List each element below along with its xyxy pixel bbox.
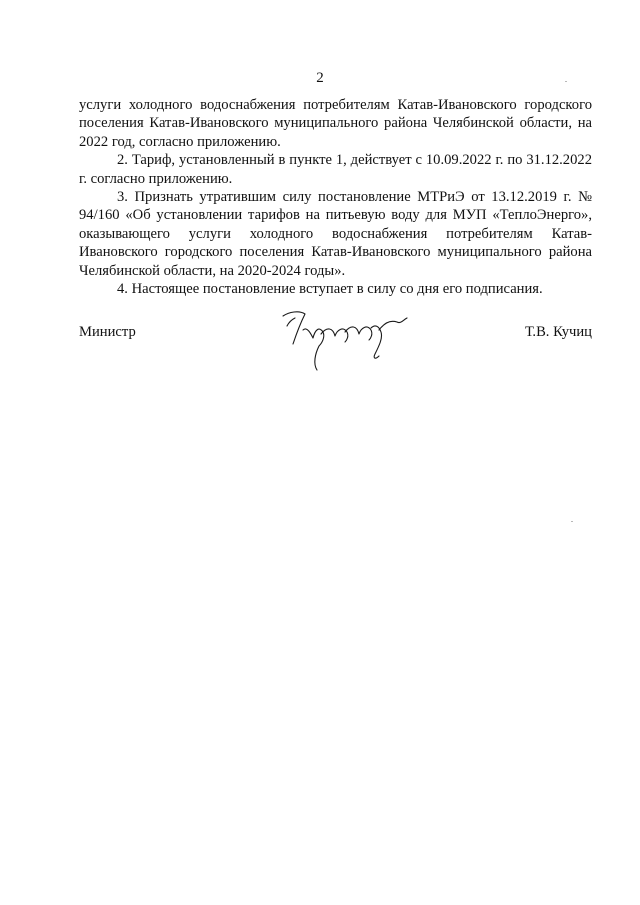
document-body (79, 96, 592, 298)
paragraph-2: 2. Тариф, установленный в пункте 1, действует с 10.09.2022 г. по 31.12.2022 г. согласно приложению. (79, 152, 592, 187)
page-number: 2 (316, 70, 324, 86)
signatory-title: Министр (79, 324, 136, 340)
signatory-name: Т.В. Кучиц (524, 324, 592, 340)
scan-artifact (571, 521, 573, 522)
signature-block (79, 322, 592, 392)
paragraph-3: 3. Признать утратившим силу постановление МТРиЭ от 13.12.2019 г. № 94/160 «Об установлении тарифов на питьевую воду для МУП «ТеплоЭнерго», оказывающего услуги холодного водоснабжения потребителям Катав-Ивановского городского поселения Катав-Ивановского муниципального района Челябинской области, на 2020-2024 годы». (79, 189, 592, 279)
paragraph-continuation: услуги холодного водоснабжения потребителям Катав-Ивановского городского поселения Катав-Ивановского муниципального района Челябинской области, на 2022 год, согласно приложению. (79, 97, 592, 150)
paragraph-4: 4. Настоящее постановление вступает в силу со дня его подписания. (117, 281, 543, 298)
scan-artifact (565, 81, 567, 82)
handwritten-signature (275, 308, 415, 378)
